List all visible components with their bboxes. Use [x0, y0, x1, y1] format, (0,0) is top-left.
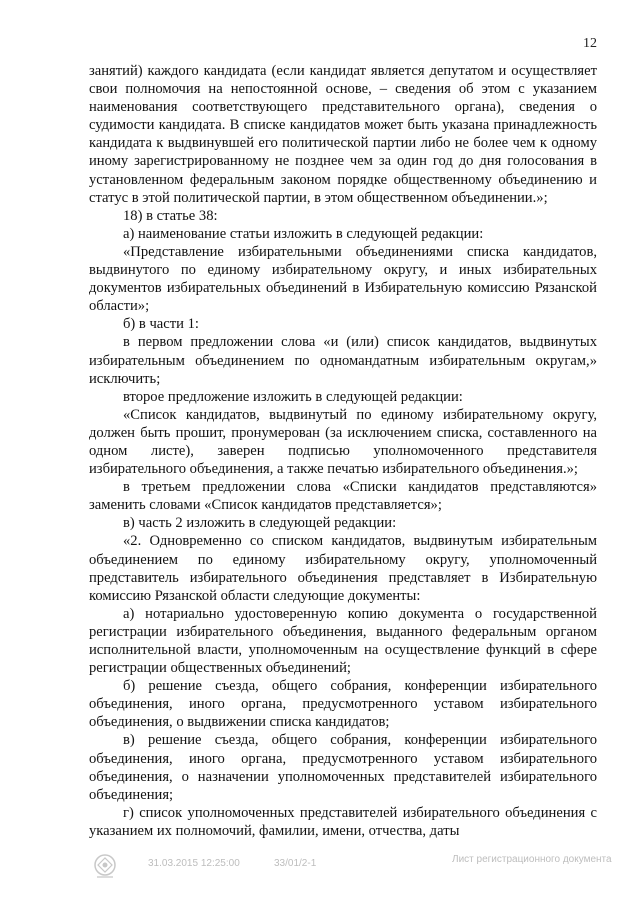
paragraph: а) нотариально удостоверенную копию документа о государственной регистрации избирательного объединения, выданного федеральным органом исполнительной власти, уполномоченным на осуществление функций в сфере регистрации общественных объединений;: [89, 605, 597, 677]
footer-timestamp: 31.03.2015 12:25:00: [148, 858, 240, 869]
registration-footer: [92, 852, 612, 892]
paragraph: «Представление избирательными объединениями списка кандидатов, выдвинутого по единому избирательному округу, и иных избирательных документов избирательных объединений в Избирательную комиссию Рязанской области»;: [89, 243, 597, 315]
paragraph: 18) в статье 38:: [123, 207, 218, 224]
paragraph: а) наименование статьи изложить в следующей редакции:: [123, 225, 484, 242]
paragraph: б) в части 1:: [123, 316, 199, 333]
footer-label: Лист регистрационного документа: [452, 854, 612, 865]
paragraph: б) решение съезда, общего собрания, конференции избирательного объединения, иного органа, предусмотренного уставом избирательного объединения, о выдвижении списка кандидатов;: [89, 678, 597, 731]
paragraph: второе предложение изложить в следующей редакции:: [123, 388, 463, 405]
seal-stamp-icon: [92, 852, 118, 882]
paragraph: в третьем предложении слова «Списки кандидатов представляются» заменить словами «Список кандидатов представляется»;: [89, 479, 597, 514]
footer-code: 33/01/2-1: [274, 858, 317, 869]
paragraph: в) часть 2 изложить в следующей редакции:: [123, 515, 397, 532]
paragraph: в) решение съезда, общего собрания, конференции избирательного объединения, иного органа, предусмотренного уставом избирательного объединения, о назначении уполномоченных представителей избирательного объединения;: [89, 732, 597, 803]
page-number: 12: [583, 36, 597, 51]
paragraph: г) список уполномоченных представителей избирательного объединения с указанием их полномочий, фамилии, имени, отчества, даты: [89, 804, 597, 839]
document-body: [89, 62, 597, 840]
paragraph: «2. Одновременно со списком кандидатов, выдвинутым избирательным объединением по единому избирательному округу, уполномоченный представитель избирательного объединения представляет в Избирательную комиссию Рязанской области следующие документы:: [89, 533, 597, 604]
paragraph: в первом предложении слова «и (или) список кандидатов, выдвинутых избирательным объединением по одномандатным избирательным округам,» исключить;: [89, 334, 597, 387]
paragraph: занятий) каждого кандидата (если кандидат является депутатом и осуществляет свои полномочия на непостоянной основе, – сведения об этом с указанием наименования соответствующего представительного органа), сведения о судимости кандидата. В списке кандидатов может быть указана принадлежность кандидата к выдвинувшей его политической партии либо не более чем к одному иному зарегистрированному не позднее чем за один год до дня голосования в установленном федеральным законом порядке общественному объединению и статус в этой политической партии, в этом общественном объединении.»;: [89, 63, 597, 206]
paragraph: «Список кандидатов, выдвинутый по единому избирательному округу, должен быть прошит, пронумерован (за исключением списка, составленного на одном листе), заверен подписью уполномоченного представителя избирательного объединения, а также печатью избирательного объединения.»;: [89, 406, 597, 478]
